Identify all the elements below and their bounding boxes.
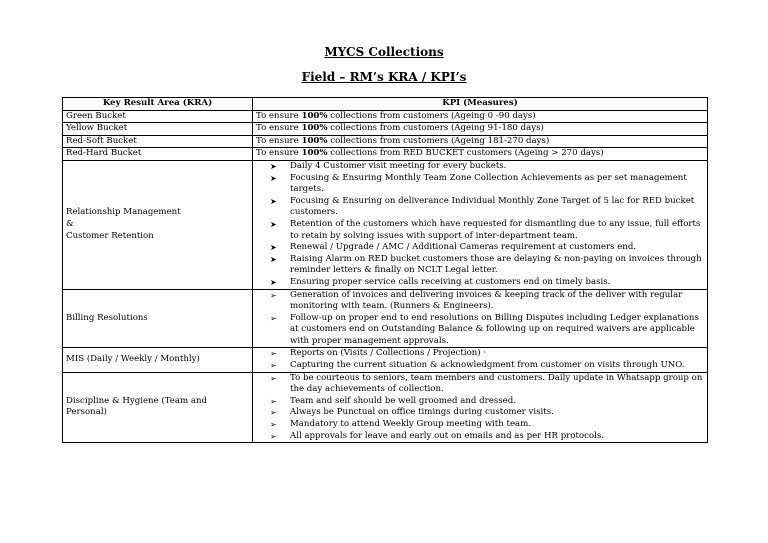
arrow-bullet-icon: ➢ [270, 420, 277, 430]
kpi-cell [253, 110, 708, 123]
table-row [63, 123, 708, 136]
list-item-text: Generation of invoices and delivering invoices & keeping track of the deliver with regular monitoring with team. (Runners & Engineers). [290, 289, 683, 312]
list-item-text: Always be Punctual on office timings during customer visits. [290, 407, 554, 418]
arrow-bullet-icon: ➤ [270, 161, 277, 171]
arrow-bullet-icon: ➤ [270, 196, 277, 206]
kpi-cell [253, 348, 708, 372]
arrow-bullet-icon: ➤ [270, 243, 277, 253]
kpi-column-header: KPI (Measures) [253, 98, 708, 111]
kra-column-header: Key Result Area (KRA) [63, 98, 253, 111]
kpi-cell [253, 148, 708, 161]
list-item-text: Ensuring proper service calls receiving at customers end on timely basis. [290, 276, 611, 287]
list-item-text: Capturing the current situation & acknowledgment from customer on visits through UNO. [290, 360, 685, 371]
list-item [256, 219, 704, 242]
list-item [256, 373, 704, 396]
kra-cell: MIS (Daily / Weekly / Monthly) [63, 348, 253, 372]
kpi-cell [253, 160, 708, 289]
kra-label: Relationship Management [66, 207, 181, 218]
list-item [256, 173, 704, 196]
list-item-text: Raising Alarm on RED bucket customers those are delaying & non-paying on invoices through reminder letters & finally on NCLT Legal letter. [290, 253, 702, 276]
kpi-cell [253, 289, 708, 348]
kpi-cell [253, 372, 708, 443]
kpi-cell [253, 135, 708, 148]
list-item-text: To be courteous to seniors, team members and customers. Daily update in Whatsapp group on the day achievements of collection. [290, 372, 703, 395]
document-title: MYCS Collections [324, 45, 444, 59]
kpi-percent: 100% [301, 135, 328, 146]
list-item [256, 254, 704, 277]
arrow-bullet-icon: ➤ [270, 219, 277, 229]
kra-label: & [66, 218, 74, 229]
list-item-text: Mandatory to attend Weekly Group meeting with team. [290, 419, 532, 430]
kpi-text: To ensure [256, 110, 302, 121]
arrow-bullet-icon: ➤ [270, 277, 277, 287]
list-item [256, 431, 704, 443]
arrow-bullet-icon: ➢ [270, 396, 277, 406]
kra-cell [63, 160, 253, 289]
kpi-text: To ensure [256, 123, 302, 134]
kpi-percent: 100% [301, 123, 328, 134]
table-row-mis [63, 348, 708, 372]
arrow-bullet-icon: ➢ [270, 431, 277, 441]
kra-label: Customer Retention [66, 230, 154, 241]
kpi-cell [253, 123, 708, 136]
document-subtitle: Field – RM’s KRA / KPI’s [301, 70, 467, 84]
kpi-text: collections from customers (Ageing 0 -90 days) [327, 110, 536, 121]
list-item-text: Reports on (Visits / Collections / Projection) · [290, 348, 487, 359]
list-item-text: Retention of the customers which have requested for dismantling due to any issue, full efforts to retain by solving issues with support of inter-department team. [290, 218, 701, 241]
list-item [256, 161, 704, 173]
list-item [256, 419, 704, 431]
list-item [256, 396, 704, 408]
kra-cell: Red-Hard Bucket [63, 148, 253, 161]
list-item [256, 290, 704, 313]
list-item-text: Focusing & Ensuring on deliverance Individual Monthly Zone Target of 5 lac for RED bucket customers. [290, 195, 695, 218]
table-row [63, 148, 708, 161]
list-item-text: Renewal / Upgrade / AMC / Additional Cameras requirement at customers end. [290, 242, 637, 253]
kpi-percent: 100% [301, 110, 328, 121]
kpi-text: To ensure [256, 135, 302, 146]
kra-cell: Red-Soft Bucket [63, 135, 253, 148]
list-item-text: Focusing & Ensuring Monthly Team Zone Collection Achievements as per set management targets. [290, 172, 687, 195]
kpi-text: collections from customers (Ageing 91-180 days) [327, 123, 544, 134]
kra-cell: Green Bucket [63, 110, 253, 123]
arrow-bullet-icon: ➢ [270, 349, 277, 359]
kpi-text: collections from customers (Ageing 181-270 days) [327, 135, 550, 146]
arrow-bullet-icon: ➢ [270, 408, 277, 418]
list-item [256, 313, 704, 348]
table-row-discipline [63, 372, 708, 443]
list-item [256, 407, 704, 419]
list-item-text: Daily 4 Customer visit meeting for every buckets. [290, 160, 507, 171]
list-item [256, 360, 704, 372]
arrow-bullet-icon: ➢ [270, 361, 277, 371]
table-row-relationship [63, 160, 708, 289]
list-item-text: Team and self should be well groomed and dressed. [290, 395, 516, 406]
list-item [256, 348, 704, 360]
kra-cell: Discipline & Hygiene (Team and Personal) [63, 372, 253, 443]
arrow-bullet-icon: ➢ [270, 313, 277, 323]
kpi-percent: 100% [301, 148, 328, 159]
table-header-row [63, 98, 708, 111]
table-row [63, 110, 708, 123]
list-item [256, 196, 704, 219]
arrow-bullet-icon: ➢ [270, 373, 277, 383]
kra-cell: Billing Resolutions [63, 289, 253, 348]
arrow-bullet-icon: ➤ [270, 173, 277, 183]
kra-cell: Yellow Bucket [63, 123, 253, 136]
kra-kpi-table [62, 97, 708, 443]
kpi-text: collections from RED BUCKET customers (Ageing > 270 days) [327, 148, 604, 159]
table-row [63, 135, 708, 148]
list-item-text: All approvals for leave and early out on emails and as per HR protocols. [290, 430, 604, 441]
arrow-bullet-icon: ➢ [270, 290, 277, 300]
arrow-bullet-icon: ➤ [270, 254, 277, 264]
list-item [256, 242, 704, 254]
list-item [256, 277, 704, 289]
table-row-billing [63, 289, 708, 348]
list-item-text: Follow-up on proper end to end resolutions on Billing Disputes including Ledger explanations at customers end on Outstanding Balance & following up on required waivers are applicable with proper management approvals. [290, 312, 699, 346]
kpi-text: To ensure [256, 148, 302, 159]
